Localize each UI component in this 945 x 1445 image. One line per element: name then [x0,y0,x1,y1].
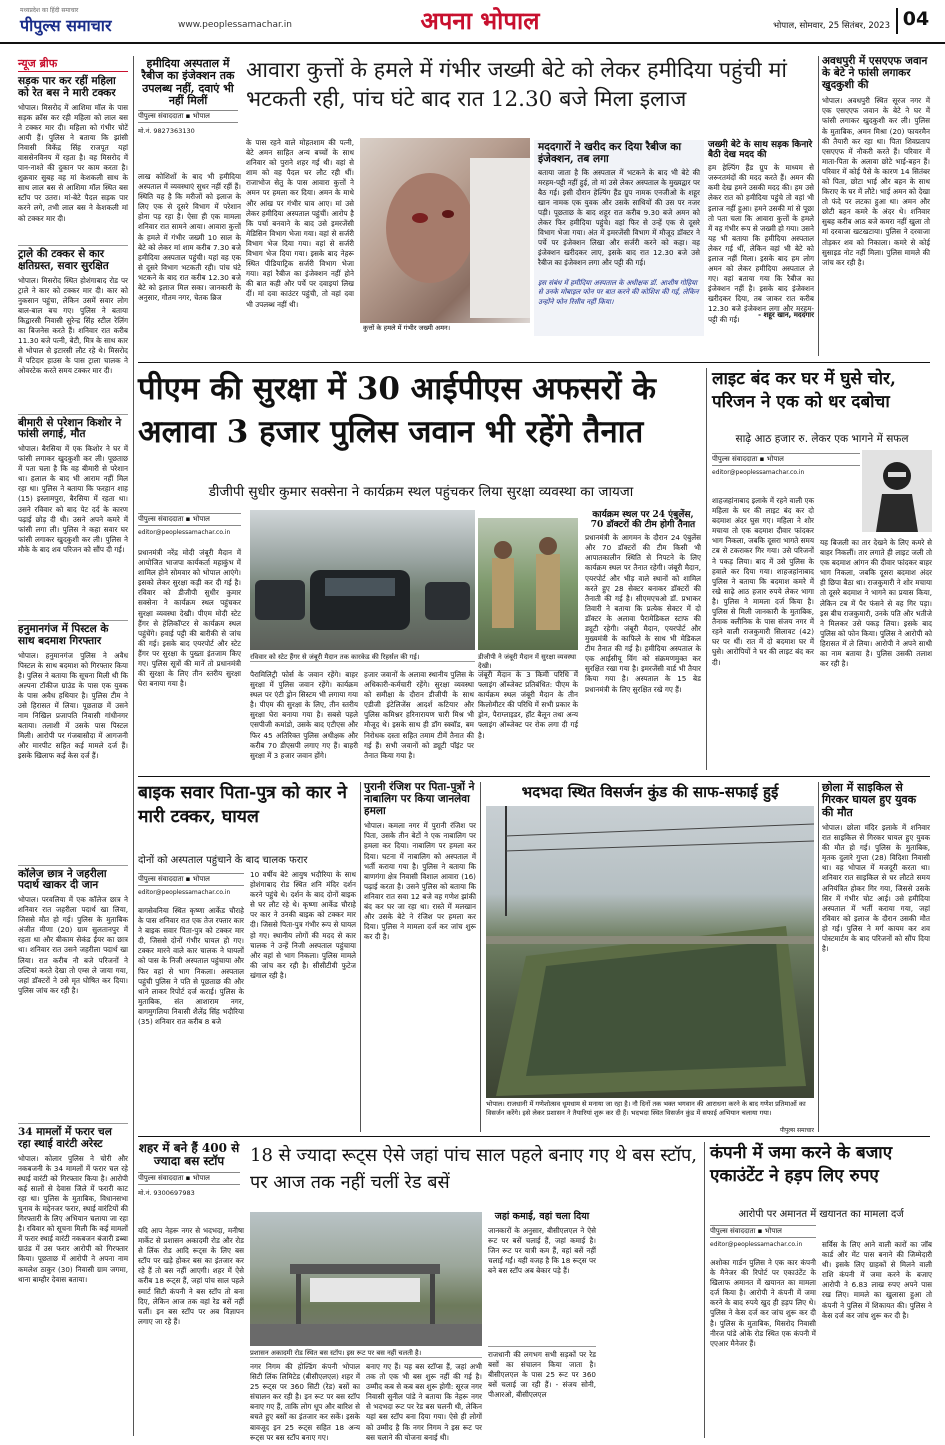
masked-thief-icon [862,450,932,532]
immersion-tank-photo [486,806,814,1098]
brief-body: भोपाल। कोलार पुलिस ने चोरी और नकबजनी के 34 मामलों में फरार चल रहे स्थाई वारंटी को गिरफ्तार किया है। आरोपी कई सालों से देवास जिले में फरारी काट रहा था। पुलिस के मुताबिक, विधानसभा चुनाव के मद्देनजर फरार, स्थाई वारंटियों की गिरफ्तारी के लिए अभियान चलाया जा रहा है। रविवार को सूचना मिली कि कई मामलों में फरार स्थाई वारंटी नकबजन बंजारी डब्बा ग्राउंड में उस फरार आरोपी को गिरफ्तार किया। पूछताछ में आरोपी ने अपना नाम कमलेश ठाकुर (30) निवासी ग्राम जगमा, थाना बाम्हौर देवास बताया। [18,1153,128,1284]
bus-col3: बनाए गए हैं। यह बस स्टॉप्स हैं, जहां अभी तक तो एक भी बस शुरू नहीं की गई है। उम्मीद कब से कब बस शुरू होगी: सूरज नगर निवासी सुनील पांडे ने बताया कि नेहरू नगर से भदभदा रूट पर रेड बस चलनी थी, लेकिन यहां बस स्टॉप बना दिया गया। ऐसे ही लोगों को उम्मीद है कि नगर निगम ने इस रूट पर बस चलाने की योजना बनाई थी। [366,1362,482,1442]
kund-headline: भदभदा स्थित विसर्जन कुंड की साफ-सफाई हुई [521,783,779,801]
convoy-caption: रविवार को स्टेट हैंगर से जंबूरी मैदान तक कारकेड की रिहर्सल की गई। [250,652,475,662]
brief-body: भोपाल। बैरसिया में एक किशोर ने घर में फांसी लगाकर खुदकुशी कर ली। पूछताछ में पता चला है कि वह बीमारी से परेशान था। हलाल के बाद भी आराम नहीं मिल रहा था। पुलिस ने बताया कि फरहान शाह (15) इस्लामपुरा, बैरसिया में रहता था। उसने रविवार को बाद पेट दर्द के कारण पढ़ाई छोड़ दी थी। उसने अपने कमरे में फांसी लगा ली। पुलिस ने कहा सवार घर फांसी लगाकर खुदकुशी कर ली। पुलिस ने मौके के बाद शव परिजन को सौंप दी गई। [18,444,128,554]
box-headline: जहां कमाई, वहां चला दिया [494,1211,590,1222]
thief-headline: लाइट बंद कर घर में घुसे चोर, परिजन ने एक को धर दबोचा [712,369,896,412]
dgp-photo [478,518,578,650]
company-col1: अशोका गार्डन पुलिस ने एक कार कंपनी के मैनेजर की रिपोर्ट पर एकाउंटेंट के खिलाफ अमानत में खयानत का मामला दर्ज किया है। आरोपी ने कंपनी में जमा करने के बाद रुपये खुद ही हड़प लिए थे। पुलिस ने केस दर्ज कर जांच शुरू कर दी है। पुलिस के मुताबिक, मिसरोद निवासी नीरज पांडे ओके रोड स्थित एक कंपनी में एएआर मैनेजर हैं। [710,1258,816,1348]
pm-col1: प्रधानमंत्री नरेंद्र मोदी जंबूरी मैदान में आयोजित भाजपा कार्यकर्ता महाकुंभ में शामिल होने सोमवार को भोपाल आएंगे। इसको लेकर सुरक्षा कड़ी कर दी गई है। रविवार को डीजीपी सुधीर कुमार सक्सेना ने कार्यक्रम स्थल पहुंचकर सुरक्षा व्यवस्था देखी। पीएम मोदी स्टेट हैंगर से हेलिकॉप्टर से कार्यक्रम स्थल पहुंचेंगे। हवाई पट्टी की बारीकी से जांच की गई। इसके बाद एयरपोर्ट और स्टेट हैंगर पर सुरक्षा के पुख्ता इंतजाम किए गए। पुलिस सूत्रों की मानें तो प्रधानमंत्री की सुरक्षा के लिए तीन स्तरीय सुरक्षा घेरा बनाया गया है। [138,548,241,689]
pm-col4: जंबूरी मैदान के 3 किमी परिधि में फ्लाइंग ऑब्जेक्ट प्रतिबंधित: पीएम के कार्यक्रम स्थल जंबूरी मैदान के तीन किलोमीटर की परिधि में सभी प्रकार के ड्रोन, पैराग्लाइडर, हॉट बैलून तथा अन्य फ्लाइंग ऑब्जेक्ट पर रोक लगा दी गई है। [478,670,578,740]
pm-subhead: डीजीपी सुधीर कुमार सक्सेना ने कार्यक्रम स्थल पहुंचकर लिया सुरक्षा व्यवस्था का जायजा [208,484,634,500]
paper-logo [20,6,170,36]
masthead [0,0,945,44]
pm-col2: पैरामिलिट्री फोर्स के जवान रहेंगे। बाहर सुरक्षा में पुलिस जवान रहेंगे। कार्यक्रम स्थल पर एंटी ड्रोन सिस्टम भी लगाया गया है। पीएम की सुरक्षा के लिए, तीन स्तरीय सुरक्षा घेरा बनाया गया है। सबसे पहले एसपीजी कमांडो, उसके बाद एटीएस और फिर 45 अतिरिक्त पुलिस अधीक्षक और करीब 70 डीएसपी लगाए गए हैं। बाहरी सुरक्षा में 3 हजार जवान होंगे। [250,670,358,760]
thief-col1: शाहजहांनाबाद इलाके में रहने वाली एक महिला के घर की लाइट बंद कर दो बदमाश अंदर घुस गए। महिला ने शोर मचाया तो एक बदमाश दीवार फांदकर भाग निकला, जबकि दूसरा भागते समय टब से टकराकर गिर गया। उसे परिजनों ने पकड़ लिया। बाद में उसे पुलिस के हवाले कर दिया गया। शाहजहांनाबाद पुलिस ने बताया कि बदमाश कमरे में रखे साढ़े आठ हजार रुपये लेकर भागा है। पुलिस ने मामला दर्ज किया है। पुलिस से मिली जानकारी के मुताबिक, तैनाक क्लीनिक के पास संजय नगर में रहने वाली राजकुमारी सिलावट (42) घर पर थीं। रात में दो बदमाश घर में घुसे। आरोपियों ने घर की लाइट बंद कर दी। [712,496,814,667]
photo-illustration [360,138,530,334]
bus-photo-caption: प्रशासन अकादमी रोड स्थित बस स्टॉप। इस रूट पर बस नहीं चलती है। [250,1348,482,1358]
company-col2: सर्विस के लिए आने वाली कारों का जॉब कार्ड और मेंट पास बनाने की जिम्मेदारी थी। इसके लिए ग्राहकों से मिलने वाली राशि कंपनी में जमा करने के बजाए आरोपी ने 6.83 लाख रुपए अपने पास रख लिए। मामले का खुलासा हुआ तो कंपनी ने पुलिस में शिकायत की। पुलिस ने केस दर्ज कर जांच शुरू कर दी है। [822,1240,932,1320]
pm-col3: हजार जवानों के अलावा स्थानीय पुलिस के अधिकारी-कर्मचारी रहेंगे। सुरक्षा व्यवस्था को समीक्षा के दौरान डीजीपी के साथ एडीजी इंटेलिजेंस आदर्श कटियार और पुलिस कमिश्नर हरिनारायण चारी मिश्र भी मौजूद थे। इसके साथ ही डॉग स्क्वॉड, बम निरोधक दस्ता सहित तमाम टीमें तैनात की गई हैं। सभी जवानों को ड्यूटी पॉइंट पर तैनात किया गया है। [364,670,474,760]
dog-story-col2: के पास रहने वाले मोहतशाम की पत्नी, बेटे अमन साहित अन्य बच्चों के साथ शनिवार को पुराने शहर गई थी। वहां से शाम को वह पैदल घर लौट रही थीं। राजाभोज सेतु के पास आवारा कुत्तों ने अमन पर हमला कर दिया। अमन के माथे और आंख पर गंभीर घाव आए। मां उसे लेकर हमीदिया अस्पताल पहुंचीं। आरोप है कि पर्चा बनवाने के बाद उसे इमरजेंसी मेडिसिन विभाग भेजा गया। वहां से सर्जरी विभाग भेज दिया गया। वहां से सर्जरी विभाग भेज दिया गया। इसके बाद नेहरू स्थित पीडियाट्रिक सर्जरी विभाग भेजा गया। वहां रैबीज का इंजेक्शन नहीं होने की बात कही और पर्चे पर दवाइयां लिख दीं। मां दवा काउंटर पहुंची, तो वहां दवा भी उपलब्ध नहीं थी। [246,138,354,309]
ambulance-headline: कार्यक्रम स्थल पर 24 एंबुलेंस, 70 डॉक्टरों की टीम होगी तैनात [590,510,696,531]
ambulance-body: प्रधानमंत्री के आगमन के दौरान 24 एंबुलेंस और 70 डॉक्टरों की टीम किसी भी आपातकालीन स्थिति से निपटने के लिए कार्यक्रम स्थल पर तैनात रहेगी। जंबूरी मैदान, एयरपोर्ट और भीड़ वाले स्थानों को शामिल करते हुए 28 सेक्टर बनाकर डॉक्टरों की तैनाती की गई है। सीएमएचओ डॉ. प्रभाकर तिवारी ने बताया कि प्रत्येक सेक्टर में दो डॉक्टर के अलावा पैरामेडिकल स्टाफ की ड्यूटी रहेगी। जंबूरी मैदान, एयरपोर्ट और मुख्यमंत्री के काफिले के साथ भी मेडिकल टीम तैनात की गई है। हमीदिया अस्पताल के एक आईसीयू विंग को संक्रमणमुक्त कर सुरक्षित रखा गया है। इमरजेंसी वार्ड भी तैयार किया गया है। अस्पताल के 15 बेड प्रधानमंत्री के लिए सुरक्षित रखे गए हैं। [585,533,701,694]
bike-byline-block [138,870,244,896]
reporter-mobile: मो.नं. 9300697983 [138,1188,195,1197]
bike-subhead: दोनों को अस्पताल पहुंचाने के बाद चालक फरार [138,855,308,866]
side-headline: शहर में बने हैं 400 से ज्यादा बस स्टॉप [138,1141,240,1169]
bus-col1: यदि आप नेहरू नगर से भदभदा, मनीषा मार्केट से प्रशासन अकादमी रोड और रोड से लिंक रोड आदि रूट्स के लिए बस स्टॉप पर खड़े होकर बस का इंतजार कर रहे हैं तो बस नहीं आएगी। शहर में ऐसे करीब 18 रूट्स हैं, जहां पांच साल पहले स्मार्ट सिटी कंपनी ने बस स्टॉप तो बना दिए, लेकिन आज तक वहां रेड बसें नहीं चलीं। इन बस स्टॉप पर अब विज्ञापन लगाए जा रहे हैं। [138,1226,244,1326]
brief-body: भोपाल। मिसरोद में आशिमा मॉल के पास सड़क क्रॉस कर रही महिला को लाल बस ने टक्कर मार दी। महिला को गंभीर चोटें आयी हैं। पुलिस ने बताया कि झांसी निवासी विकेंद्र सिंह राजपूत यहां वाससेनविनय में रहता है। वह मिसरोद में पान-नाश्ते की दुकान पर काम करता है। शुक्रवार सुबह वह मां केशकली साथ के साथ लाल बस से आशिमा मॉल स्थित बस स्टॉप पर उतरा। मां-बेटे पैदल सड़क पार करने लगे, तभी लाल बस ने केशकली मां को टक्कर मार दी। [18,102,128,223]
brief-title: 34 मामलों में फरार चल रहा स्थाई वारंटी अरेस्ट [18,1123,128,1151]
page-number: 04 [896,8,934,34]
news-brief-column [18,56,128,1436]
cycle-story [822,782,930,1132]
section-label: अपना भोपाल [420,6,540,35]
byline: पीपुल्स संवाददाता ▪ भोपाल [138,1172,240,1185]
brief-body: भोपाल। परवलिया में एक कॉलेज छात्र ने शनिवार रात जहरीला पदार्थ खा लिया, जिससे मौत हो गई। पुलिस के मुताबिक अंजीत मीणा (20) ग्राम सुलतानपुर में रहता था और बीकाम सेकंड ईयर का छात्र था। शनिवार रात उसने जहरीला पदार्थ खा लिया। रात करीब नौ बजे परिजनों ने उल्टियां करते देखा तो एम्स ले जाया गया, जहां डॉक्टरों ने उसे मृत घोषित कर दिया। पुलिस जांच कर रही है। [18,895,128,995]
section-title [400,4,560,38]
bus-sidehead-block [138,1142,240,1197]
box-quote: राजधानी की लगभग सभी सड़कों पर रेड बसों का संचालन किया जाता है। बीसीएलएल के पास 25 रूट पर 360 बसें चलाई जा रही हैं। - संजय सोनी, पीआरओ, बीसीएलएल [488,1346,596,1436]
box-body: जानकारों के अनुसार, बीसीएलएल ने ऐसे रूट पर बसें चलाई हैं, जहां कमाई है। जिन रूट पर यात्री कम हैं, वहां बसें नहीं चलाई गईं। यही वजह है कि 18 रूट्स पर बने बस स्टॉप अब बेकार पड़े हैं। [488,1225,596,1275]
headline: पुरानी रंजिश पर पिता-पुत्रों ने नाबालिग पर किया जानलेवा हमला [364,781,475,817]
thief-illustration [862,450,932,532]
brief-title: हनुमानगंज में पिस्टल के साथ बदमाश गिरफ्तार [18,620,128,648]
convoy-photo [250,510,475,650]
ranjish-story [364,782,476,1132]
kund-credit: पीपुल्स समाचार [779,1127,814,1134]
reporter-email: editor@peoplessamachar.co.in [138,529,231,536]
brief-title: ट्राले की टक्कर से कार क्षतिग्रस्त, सवार सुरक्षित [18,245,128,273]
reporter-email: editor@peoplessamachar.co.in [138,889,231,896]
brief-item [18,76,128,239]
body: भोपाल। छोला मंदिर इलाके में शनिवार रात साइकिल से गिरकर घायल हुए युवक की मौत हो गई। पुलिस के मुताबिक, मृतक दुलारे गुप्ता (28) विदिशा निवासी था। वह भोपाल में मजदूरी करता था। शनिवार रात साइकिल से घर लौटते समय अनियंत्रित होकर गिर गया, जिससे उसके सिर में गंभीर चोट आई। उसे हमीदिया अस्पताल में भर्ती कराया गया, जहां रविवार को इलाज के दौरान उसकी मौत हो गई। पुलिस ने मर्ग कायम कर शव पोस्टमार्टम के बाद परिजनों को सौंप दिया है। [822,822,930,954]
quote-body: हम हेल्पिंग हैंड ग्रुप के माध्यम से जरूरतमंदों की मदद करते हैं। अमन की कमी देख हमने उसकी मदद की। हम उसे लेकर रात को हमीदिया पहुंचे तो वहां भी इलाज नहीं हुआ। हमने उसकी मां से पूछा तो पता चला कि आवारा कुत्तों के हमले में वह गंभीर रूप से जख्मी हो गया। उसने यह भी बताया कि हमीदिया अस्पताल लेकर गई थीं, लेकिन वहां भी बेटे को इलाज नहीं मिला। इसके बाद हम लोग अमन को लेकर हमीदिया अस्पताल ले गए। वहां बताया गया कि रैबीज का इंजेक्शन नहीं है। इसके बाद इंजेक्शन खरीदकर दिया, तब जाकर रात करीब 12.30 बजे इंजेक्शन लगा और मरहम-पट्टी की गई। [708,163,814,324]
thief-col2: यह बिजली का तार देखने के लिए कमरे से बाहर निकलीं। तार लगाते ही लाइट जली तो एक बदमाश आंगन की दीवार फांदकर बाहर भाग निकला, जबकि दूसरा बदमाश अंदर ही छिपा बैठा था। राजकुमारी ने शोर मचाया तो दूसरे बदमाश ने भागने का प्रयास किया, लेकिन टब में पैर फंसने से वह गिर पड़ा। इस बीच राजकुमारी, उनके पति और भतीजे ने मिलकर उसे पकड़ लिया। इसके बाद पुलिस को फोन किया। पुलिस ने आरोपी को हिरासत में ले लिया। आरोपी ने अपने साथी का नाम बताया है। पुलिस उसकी तलाश कर रही है। [820,538,932,669]
box-body: बताया जाता है कि अस्पताल में भटकने के बाद भी बेटे की मरहम-पट्टी नहीं हुई, तो मां उसे लेकर अस्पताल के मुख्यद्वार पर बैठ गई। इसी दौरान हेल्पिंग हैंड ग्रुप नामक एनजीओ के शहूर खान नामक एक युवक और उसके साथियों की उस पर नजर पड़ी। पूछताछ के बाद शहूर रात करीब 9.30 बजे अमन को लेकर फिर हमीदिया पहुंचे। वहां फिर से उन्हें एक से दूसरे विभाग भेजा गया। अंत में इमरजेंसी विभाग में मौजूद डॉक्टर ने पर्चे पर इंजेक्शन लिखा और सर्जरी करने को कहा। वह इंजेक्शन खरीदकर लाए, इसके बाद रात 12.30 बजे उसे रैबीज का इंजेक्शन लगा और पट्टी की गई। [538,167,700,268]
photo-illustration [250,1212,482,1346]
ambulance-box [585,510,701,768]
dgp-caption: डीजीपी ने जंबूरी मैदान में सुरक्षा व्यवस्था देखी। [478,652,578,671]
company-byline-block [710,1222,816,1248]
bike-col2: 10 वर्षीय बेटे आयुष भदौरिया के साथ होशंगाबाद रोड स्थित शनि मंदिर दर्शन करने पहुंचे थे। दर्शन के बाद दोनों बाइक से घर लौट रहे थे। कृष्णा आर्केड चौराहे पर कार ने उनकी बाइक को टक्कर मार दी। जिससे पिता-पुत्र गंभीर रूप से घायल हो गए। स्थानीय लोगों की मदद से कार चालक ने उन्हें निजी अस्पताल पहुंचाया और वहां से भाग निकला। पुलिस मामले की जांच कर रही है। सीसीटीवी फुटेज खंगाल रही है। [250,870,356,980]
bike-col1: बागसेवनिया स्थित कृष्णा आर्केड चौराहे के पास शनिवार रात एक तेज रफ्तार कार ने बाइक सवार पिता-पुत्र को टक्कर मार दी, जिससे दोनों गंभीर घायल हो गए। टक्कर मारने वाले कार चालक ने घायलों को पास के निजी अस्पताल पहुंचाया और फिर वहां से भाग निकला। अस्पताल पहुंची पुलिस ने पति से पूछताछ की और थाने लाकर रिपोर्ट दर्ज कराई। पुलिस के मुताबिक, संत आशाराम नगर, बागमुगलिया निवासी शैलेंद्र सिंह भदौरिया (35) शनिवार रात करीब 8 बजे [138,906,244,1027]
dog-story-headline: आवारा कुत्तों के हमले में गंभीर जख्मी बेटे को लेकर हमीदिया पहुंची मां भटकती रही, पांच घंटे बाद रात 12.30 बजे मिला इलाज [246,58,787,113]
bus-col2: नगर निगम की होल्डिंग कंपनी भोपाल सिटी लिंक लिमिटेड (बीसीएलएल) शहर में 25 रूट्स पर 360 सिटी (रेड) बसों का संचालन कर रही है। इन रूट पर बस स्टॉप बनाए गए हैं, ताकि लोग धूप और बारिश से बचते हुए बसों का इंतजार कर सकें। इसके बावजूद इन 25 रूट्स सहित 18 अन्य रूट्स पर बस स्टॉप बनाए गए। [250,1362,360,1442]
brief-title: सड़क पार कर रहीं महिला को रेत बस ने मारी टक्कर [18,75,116,99]
company-headline: कंपनी में जमा करने के बजाए एकाउंटेंट ने हड़प लिए रुपए [710,1143,893,1186]
byline: पीपुल्स संवाददाता ▪ भोपाल [138,873,244,886]
pm-byline-block [138,510,241,536]
reporter-email: editor@peoplessamachar.co.in [710,1241,803,1248]
dog-story-col1: लाख कोशिशों के बाद भी हमीदिया अस्पताल में व्यवस्थाएं सुधर नहीं रहीं हैं। स्थिति यह है कि मरीजों को इलाज के लिए एक से दूसरे विभाग में परेशान होना पड़ रहा है। ऐसा ही एक मामला शनिवार रात सामने आया। आवारा कुत्तों के हमले में गंभीर जख्मी 10 साल के बेटे को लेकर मां शाम करीब 7.30 बजे हमीदिया अस्पताल पहुंची। यहां वह एक से दूसरे विभाग भटकती रही। पांच घंटे भटकने के बाद रात करीब 12.30 बजे बेटे को इलाज मिल सका। जानकारी के अनुसार, गौतम नगर, चेतक ब्रिज [138,172,241,303]
box-quote: इस संबंध में हमीदिया अस्पताल के अधीक्षक डॉ. आशीष गोहिया से उनके मोबाइल फोन पर बात करने की कोशिश की गई, लेकिन उन्होंने फोन रिसीव नहीं किया। [538,278,699,306]
brief-body: भोपाल। हनुमानगंज पुलिस ने अवैध पिस्टल के साथ बदमाश को गिरफ्तार किया है। पुलिस ने बताया कि सूचना मिली थी कि अल्पना टॉकीज ग्राउंड के पास एक युवक के पास अवैध हथियार है। पुलिस टीम ने उसे हिरासत में लिया। पूछताछ में उसने नाम निखिल प्रजापति निवासी गांधीनगर बताया। तलाशी में उसके पास पिस्टल मिली। आरोपी पर गंजबासौदा में आगजनी और मारपीट सहित कई मामले दर्ज हैं। इसके खिलाफ कई केस दर्ज हैं। [18,650,128,761]
body: भोपाल। अवधपुरी स्थित सूरज नगर में एक एसएएफ जवान के बेटे ने घर में फांसी लगाकर खुदकुशी कर ली। पुलिस के मुताबिक, अमन मिश्रा (20) फायरमैन की तैयारी कर रहा था। पिता शिवप्रताप एसएएफ में नौकरी करते हैं। परिवार में माता-पिता के अलावा छोटे भाई-बहन हैं। परिवार में कोई पैसे के कारण 14 सितंबर को पिता, छोटा भाई और बहन के साथ किराए के घर में लौटे। भाई अमन को देखा तो फंदे पर लटका हुआ था। अमन और छोटी बहन कमरे के अंदर थे। शनिवार सुबह करीब आठ बजे कमरा नहीं खुला तो मां दरवाजा खटखटाया। पुलिस ने दरवाजा तोड़कर शव को निकाला। कमरे से कोई सुसाइड नोट नहीं मिला। पुलिस मामले की जांच कर रही है। [822,96,930,267]
photo-illustration [478,518,578,650]
byline: पीपुल्स संवाददाता ▪ भोपाल [712,453,860,466]
photo-illustration [250,510,475,650]
paper-name: पीपुल्स समाचार [20,16,112,35]
brief-title: कॉलेज छात्र ने जहरीला पदार्थ खाकर दी जान [18,865,128,893]
helper-box [534,140,704,336]
website: www.peoplessamachar.in [178,20,292,30]
dateline: भोपाल, सोमवार, 25 सितंबर, 2023 [773,21,890,31]
bus-headline: 18 से ज्यादा रूट्स ऐसे जहां पांच साल पहले बनाए गए थे बस स्टॉप, पर आज तक नहीं चलीं रेड बसें [250,1145,697,1193]
byline: पीपुल्स संवाददाता ▪ भोपाल [138,513,241,526]
bike-headline: बाइक सवार पिता-पुत्र को कार ने मारी टक्कर, घायल [138,783,347,827]
bus-stop-photo [250,1212,482,1346]
headline: छोला में साइकिल से गिरकर घायल हुए युवक की मौत [822,781,917,819]
side-headline: हमीदिया अस्पताल में रैबीज का इंजेक्शन तक उपलब्ध नहीं, दवाएं भी नहीं मिलीं [141,57,235,107]
helper-quote-block [708,140,814,336]
byline: पीपुल्स संवाददाता ▪ भोपाल [710,1225,816,1238]
photo-caption: कुत्तों के हमले में गंभीर जख्मी अमन। [360,323,530,334]
byline: पीपुल्स संवाददाता ▪ भोपाल [138,110,238,123]
logo-tagline: मध्यप्रदेश का हिंदी समाचार [20,7,79,14]
reporter-email: editor@peoplessamachar.co.in [712,469,805,476]
brief-title: बीमारी से परेशान किशोर ने फांसी लगाई, मौत [18,414,128,442]
body: भोपाल। कमला नगर में पुरानी रंजिश पर पिता, उसके तीन बेटों ने एक नाबालिग पर हमला कर दिया। नाबालिग पर हमला कर दिया। घटना में नाबालिग को अस्पताल में भर्ती कराया गया है। पुलिस ने बताया कि बाणगंगा क्षेत्र निवासी विशाल आवारा (16) पढ़ाई करता है। उसने पुलिस को बताया कि शनिवार रात सवा 12 बजे वह गणेश झांकी बंद कर घर जा रहा था। रास्ते में मलखान और उसके बेटे ने रंजिश पर हमला कर दिया। पुलिस ने मामला दर्ज कर जांच शुरू कर दी है। [364,821,476,942]
reporter-mobile: मो.नं. 9827363130 [138,127,195,136]
headline: अवधपुरी में एसएएफ जवान के बेटे ने फांसी लगाकर खुदकुशी की [822,55,928,91]
photo-illustration [486,806,814,1098]
company-subhead: आरोपी पर अमानत में खयानत का मामला दर्ज [738,1209,904,1220]
quote-headline: जख्मी बेटे के साथ सड़क किनारे बैठी देख मदद की [708,140,813,161]
injured-boy-photo [360,138,530,334]
brief-body: भोपाल। मिसरोद स्थित होशंगाबाद रोड पर ट्राले ने कार को टक्कर मार दी। कार को नुकसान पहुंचा, लेकिन उसमें सवार लोग बाल-बाल बच गए। पुलिस ने बताया किद्वारसी निवासी सुरेन्द्र सिंह स्टील रेलिंग का बिजनेस करते हैं। शनिवार रात करीब 11.30 बजे पत्नी, बेटी, मित्र के साथ कार से भोपाल से इटारसी लौट रहे थे। मिसरोद में पटिदार हाउस के पास ट्राला चालक ने ओवरटेक करते समय टक्कर मार दी। [18,275,128,376]
kund-caption: भोपाल। राजधानी में गणेशोत्सव धूमधाम से मनाया जा रहा है। नौ दिनों तक भक्त भगवान की आराधना करने के बाद गणेश प्रतिमाओं का विसर्जन करेंगे। इसे लेकर प्रशासन ने तैयारियां शुरू कर दी हैं। भदभदा स्थित विसर्जन कुंड में सफाई अभियान चलाया गया। [486,1100,806,1117]
bus-earning-box [488,1212,596,1436]
news-brief-label: न्यूज ब्रीफ [18,56,128,72]
pm-headline: पीएम की सुरक्षा में 30 आईपीएस अफसरों के अलावा 3 हजार पुलिस जवान भी रहेंगे तैनात [138,371,656,451]
box-headline: मददगारों ने खरीद कर दिया रैबीज का इंजेक्शन, तब लगा [538,141,682,165]
thief-subhead: साढ़े आठ हजार रु. लेकर एक भागने में सफल [735,433,909,445]
suicide-story [822,56,930,356]
quote-signature: - शहूर खान, मददगार [758,311,814,320]
thief-byline-block [712,450,860,476]
